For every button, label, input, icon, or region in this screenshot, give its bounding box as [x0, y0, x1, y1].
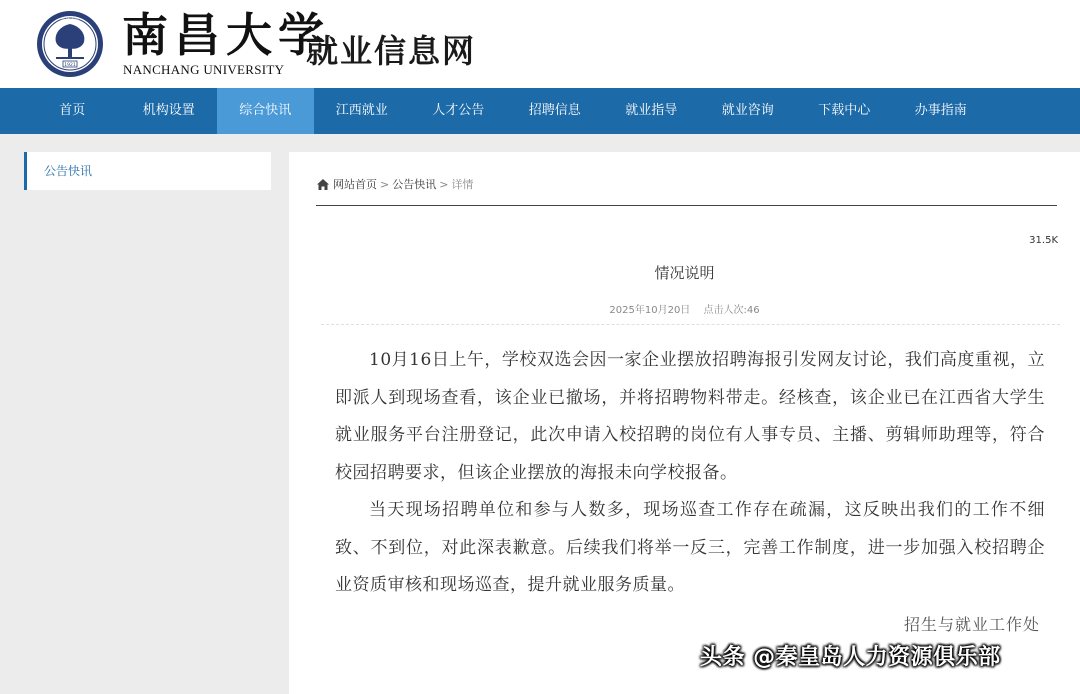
university-name-en: NANCHANG UNIVERSITY [123, 62, 285, 77]
breadcrumb-current: 详情 [451, 178, 474, 191]
main-nav [0, 88, 1080, 134]
breadcrumb-separator: > [439, 177, 449, 191]
site-header [0, 0, 1080, 88]
breadcrumb-divider [316, 205, 1057, 206]
size-label: 31.5K [1029, 235, 1058, 246]
meta-divider [321, 324, 1060, 325]
breadcrumb [317, 176, 473, 192]
article-meta [289, 301, 1080, 316]
nav-item-recruitment[interactable]: 招聘信息 [528, 103, 581, 118]
seal-text: 南昌大学 [61, 18, 79, 23]
article-paragraph: 当天现场招聘单位和参与人数多，现场巡查工作存在疏漏，这反映出我们的工作不细致、不到位，对此深表歉意。后续我们将举一反三，完善工作制度，进一步加强入校招聘企业资质审核和现场巡查，提升就业服务质量。 [335, 500, 1045, 595]
breadcrumb-home-link[interactable]: 网站首页 [333, 178, 377, 191]
article-date: 2025年10月20日 [609, 305, 691, 316]
sidebar [24, 152, 271, 190]
article-panel [289, 152, 1080, 694]
nav-item-talent-notice[interactable]: 人才公告 [432, 103, 485, 118]
seal-year: 1921 [64, 63, 76, 68]
nav-item-organization[interactable]: 机构设置 [142, 103, 195, 118]
nav-item-guidance[interactable]: 就业指导 [625, 103, 678, 118]
nav-item-home[interactable]: 首页 [59, 103, 86, 118]
university-name-cn: 南昌大学 [122, 8, 330, 62]
nav-item-service-guide[interactable]: 办事指南 [914, 103, 967, 118]
sidebar-item-announcements[interactable]: 公告快讯 [44, 164, 93, 178]
article-body [335, 342, 1045, 605]
nav-item-jiangxi-employment[interactable]: 江西就业 [335, 103, 388, 118]
university-seal-logo[interactable] [36, 10, 104, 78]
breadcrumb-separator: > [380, 177, 390, 191]
nav-item-downloads[interactable]: 下载中心 [818, 103, 871, 118]
site-name: 就业信息网 [306, 32, 477, 70]
article-title: 情况说明 [654, 264, 715, 282]
article-clicks: 点击人次:46 [703, 305, 760, 316]
watermark: 头条 @秦皇岛人力资源俱乐部 [700, 645, 1001, 670]
article-paragraph: 10月16日上午，学校双选会因一家企业摆放招聘海报引发网友讨论，我们高度重视，立即派人到现场查看，该企业已撤场，并将招聘物料带走。经核查，该企业已在江西省大学生就业服务平台注册登记，此次申请入校招聘的岗位有人事专员、主播、剪辑师助理等，符合校园招聘要求，但该企业摆放的海报未向学校报备。 [335, 350, 1045, 483]
home-icon [317, 179, 329, 190]
nav-item-news[interactable]: 综合快讯 [217, 88, 314, 134]
article-signature: 招生与就业工作处 [903, 615, 1040, 634]
nav-item-consulting[interactable]: 就业咨询 [721, 103, 774, 118]
breadcrumb-section-link[interactable]: 公告快讯 [392, 178, 437, 191]
